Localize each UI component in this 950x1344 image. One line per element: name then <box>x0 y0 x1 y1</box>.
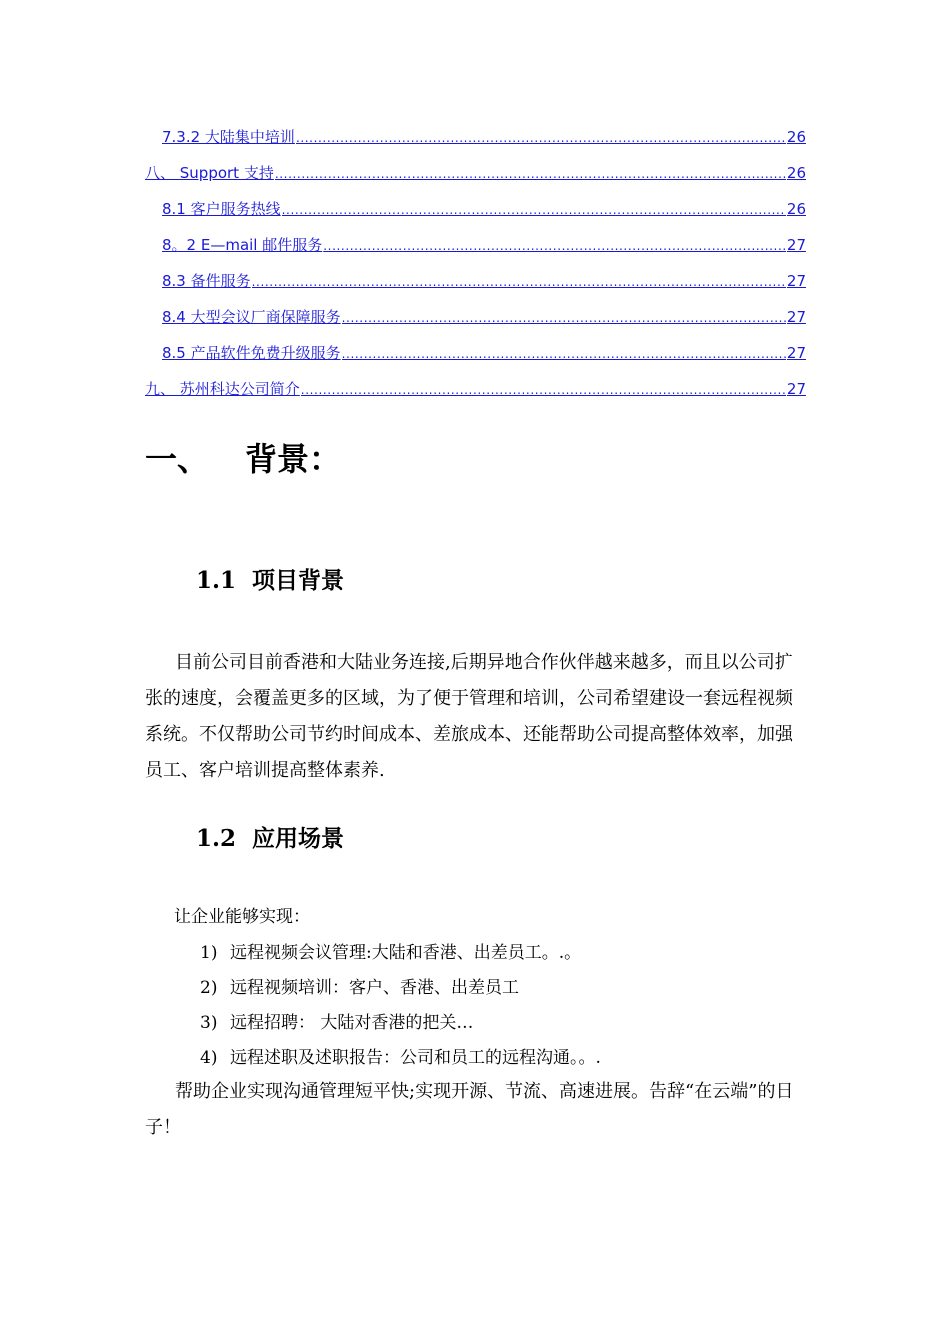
toc-dot-leader <box>301 377 786 403</box>
scenarios-intro: 让企业能够实现： <box>174 907 310 927</box>
scenarios-list <box>200 936 601 1076</box>
toc-page-number: 27 <box>786 236 806 254</box>
toc-entry-label: 8.4 大型会议厂商保障服务 <box>162 308 341 326</box>
subsection-title: 项目背景 <box>252 567 344 594</box>
table-of-contents <box>145 124 806 412</box>
scenarios-closing-paragraph: 帮助企业实现沟通管理短平快;实现开源、节流、高速进展。告辞“在云端”的日子！ <box>145 1081 794 1138</box>
toc-dot-leader <box>323 233 786 259</box>
section-title: 背景： <box>245 440 342 478</box>
list-item <box>200 971 601 1006</box>
toc-page-number: 27 <box>786 344 806 362</box>
toc-page-number: 26 <box>786 200 806 218</box>
subsection-heading-project-background <box>196 564 344 598</box>
toc-entry-8[interactable] <box>145 160 806 196</box>
toc-entry-8-3[interactable] <box>145 268 806 304</box>
toc-page-number: 26 <box>786 128 806 146</box>
section-number: 一、 <box>145 440 210 478</box>
project-background-paragraph: 目前公司目前香港和大陆业务连接,后期异地合作伙伴越来越多，而且以公司扩张的速度，会覆盖更多的区域，为了便于管理和培训，公司希望建设一套远程视频系统。不仅帮助公司节约时间成本、差旅成本、还能帮助公司提高整体效率，加强员工、客户培训提高整体素养. <box>145 652 793 781</box>
list-item <box>200 1006 601 1041</box>
toc-entry-label: 8.1 客户服务热线 <box>162 200 281 218</box>
list-item-text: 远程招聘： 大陆对香港的把关… <box>230 1013 474 1033</box>
toc-dot-leader <box>282 197 786 223</box>
toc-dot-leader <box>342 341 786 367</box>
toc-entry-9[interactable] <box>145 376 806 412</box>
toc-entry-label: 8.5 产品软件免费升级服务 <box>162 344 341 362</box>
list-item <box>200 1041 601 1076</box>
list-item-number: 1) <box>200 943 218 963</box>
toc-entry-8-4[interactable] <box>145 304 806 340</box>
toc-entry-label: 7.3.2 大陆集中培训 <box>162 128 295 146</box>
list-item-text: 远程视频会议管理:大陆和香港、出差员工。.。 <box>230 943 582 963</box>
section-heading-background <box>145 437 341 481</box>
toc-entry-label: 八、 Support 支持 <box>145 164 274 182</box>
list-item-number: 3) <box>200 1013 218 1033</box>
subsection-number: 1.1 <box>196 567 237 594</box>
toc-entry-label: 九、 苏州科达公司简介 <box>145 380 300 398</box>
toc-dot-leader <box>252 269 786 295</box>
toc-page-number: 27 <box>786 308 806 326</box>
list-item-text: 远程视频培训：客户、香港、出差员工 <box>230 978 519 998</box>
toc-dot-leader <box>275 161 786 187</box>
toc-entry-8-5[interactable] <box>145 340 806 376</box>
subsection-title: 应用场景 <box>252 825 344 852</box>
subsection-number: 1.2 <box>196 825 237 852</box>
list-item-text: 远程述职及述职报告：公司和员工的远程沟通。。. <box>230 1048 601 1068</box>
toc-page-number: 27 <box>786 380 806 398</box>
list-item <box>200 936 601 971</box>
toc-dot-leader <box>296 125 786 151</box>
toc-entry-8-2[interactable] <box>145 232 806 268</box>
subsection-heading-application-scenarios <box>196 822 344 856</box>
list-item-number: 2) <box>200 978 218 998</box>
toc-entry-7-3-2[interactable] <box>145 124 806 160</box>
toc-page-number: 26 <box>786 164 806 182</box>
list-item-number: 4) <box>200 1048 218 1068</box>
toc-entry-8-1[interactable] <box>145 196 806 232</box>
toc-dot-leader <box>342 305 786 331</box>
toc-page-number: 27 <box>786 272 806 290</box>
toc-entry-label: 8.3 备件服务 <box>162 272 251 290</box>
toc-entry-label: 8。2 E—mail 邮件服务 <box>162 236 323 254</box>
